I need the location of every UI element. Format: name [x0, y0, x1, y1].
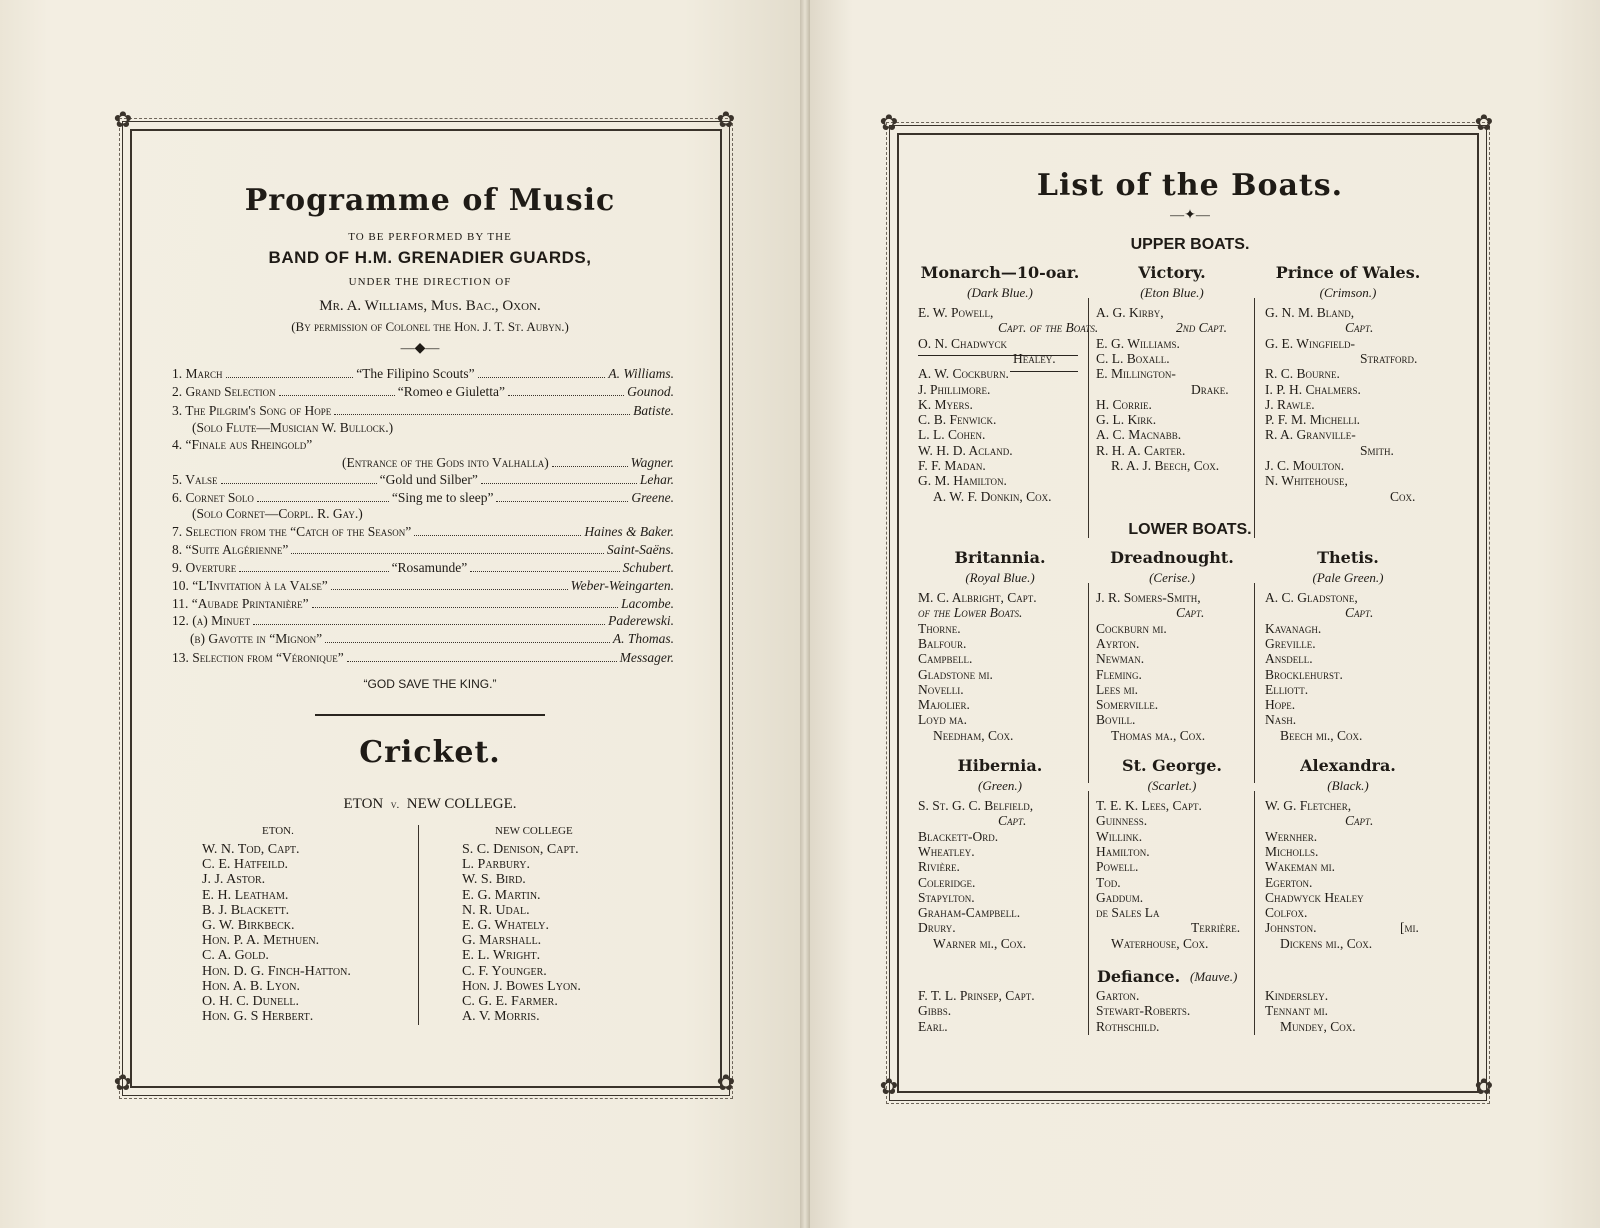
team-a: ETON [343, 796, 384, 812]
leader-dots [334, 403, 630, 415]
crew-member: Beech mi., Cox. [1280, 727, 1363, 743]
boat-colour: (Green.) [978, 778, 1022, 793]
crew-member: Tod. [1096, 874, 1121, 890]
crew-member: F. F. Madan. [918, 458, 986, 473]
nc-player: E. G. Whately. [462, 918, 550, 933]
nc-player: C. F. Younger. [462, 963, 547, 979]
crew-member: Egerton. [1265, 874, 1313, 890]
nc-player: G. Marshall. [462, 933, 542, 949]
crew-member: Mundey, Cox. [1280, 1018, 1356, 1034]
crew-member: G. M. Hamilton. [918, 473, 1007, 489]
boat-colour: (Cerise.) [1149, 570, 1195, 585]
leader-dots [552, 455, 628, 467]
nc-player: A. V. Morris. [462, 1009, 540, 1025]
music-item [172, 490, 674, 506]
crew-member: E. G. Williams. [1096, 335, 1180, 351]
crew-member: Somerville. [1096, 697, 1159, 713]
column-rule [1254, 298, 1255, 538]
column-rule [1088, 791, 1089, 991]
crew-member: S. St. G. C. Belfield, [918, 798, 1034, 813]
crew-member: Newman. [1096, 651, 1145, 667]
boat-name: Prince of Wales. [1275, 263, 1421, 282]
permission-note: (By permission of Colonel the Hon. J. T. St. Aubyn.) [291, 319, 569, 334]
crew-member: Capt. [998, 813, 1027, 829]
music-item-composer: Paderewski. [608, 613, 674, 628]
crew-member: M. C. Albright, Capt. [918, 590, 1037, 605]
eton-player: Hon. A. B. Lyon. [202, 978, 300, 994]
boat-colour: (Pale Green.) [1312, 570, 1384, 585]
crew-member: H. Corrie. [1096, 396, 1152, 412]
music-item-composer: Messager. [619, 650, 674, 665]
boat-name: Alexandra. [1300, 756, 1396, 775]
crew-member: Cox. [1390, 488, 1416, 504]
music-item [172, 437, 674, 453]
boat-name: Dreadnought. [1110, 548, 1234, 567]
crew-member: Hope. [1265, 697, 1296, 713]
music-item-composer: Wagner. [630, 455, 674, 470]
crew-member: Dickens mi., Cox. [1280, 935, 1373, 951]
crew-member: [mi. [1400, 920, 1419, 936]
crew-member: Smith. [1360, 442, 1394, 458]
crew-member: Capt. [1345, 813, 1374, 829]
boat-colour: (Scarlet.) [1147, 778, 1197, 793]
music-item [172, 366, 674, 382]
crew-member: A. W. Cockburn. [918, 366, 1009, 382]
music-item [172, 403, 674, 419]
crew-member: Capt. [1345, 320, 1374, 336]
music-item-title: 12. (a) Minuet [172, 613, 251, 628]
eton-player: B. J. Blackett. [202, 902, 290, 918]
boat-name: Defiance. [1097, 967, 1181, 986]
music-item-title: 6. Cornet Solo [172, 490, 254, 505]
column-rule [418, 825, 419, 1025]
crew-member: Willink. [1096, 828, 1143, 844]
crew-member: de Sales La [1096, 905, 1160, 921]
lower-boats-heading: LOWER BOATS. [1128, 521, 1252, 538]
music-item-title: 9. Overture [172, 560, 237, 575]
music-item-piece: “Romeo e Giuletta” [397, 384, 505, 399]
crew-member: Majolier. [918, 697, 970, 713]
music-item-composer: Weber-Weingarten. [570, 578, 674, 593]
music-item-title: 13. Selection from “Véronique” [172, 650, 344, 665]
divider-rule [315, 714, 545, 716]
crew-member: Brocklehurst. [1265, 666, 1343, 682]
crew-member: Needham, Cox. [933, 727, 1014, 743]
crew-member: Waterhouse, Cox. [1111, 935, 1209, 951]
music-item-composer: Batiste. [633, 403, 674, 418]
eton-player: C. A. Gold. [202, 948, 269, 964]
crew-member: Novelli. [918, 681, 964, 697]
match-line [175, 796, 685, 813]
corner-ornament-icon: ✿ [113, 108, 133, 133]
crew-member: J. R. Somers-Smith, [1096, 590, 1201, 605]
anthem: “GOD SAVE THE KING.” [363, 677, 497, 691]
leader-dots [257, 490, 389, 502]
music-item-piece: “The Filipino Scouts” [356, 366, 475, 381]
crew-member: Capt. [1176, 605, 1205, 621]
music-item-composer: A. Thomas. [612, 631, 674, 646]
crew-member: Stratford. [1360, 350, 1418, 366]
boat-name: Britannia. [954, 548, 1046, 567]
nc-player: L. Parbury. [462, 857, 530, 873]
music-item-title: 5. Valse [172, 472, 218, 487]
crew-member: Colfox. [1265, 905, 1308, 921]
music-item-piece: “Sing me to sleep” [391, 490, 494, 505]
leader-dots [508, 384, 624, 396]
music-item-piece: “Gold und Silber” [379, 472, 478, 487]
centre-fold [800, 0, 810, 1228]
crew-member: J. Phillimore. [918, 381, 991, 397]
leader-dots [226, 366, 354, 378]
underline-rule [1010, 371, 1078, 372]
crew-member: R. A. Granville- [1265, 427, 1356, 443]
crew-member: C. L. Boxall. [1096, 350, 1170, 366]
crew-member: O. N. Chadwyck [918, 335, 1007, 351]
music-item-title: 3. The Pilgrim's Song of Hope [172, 403, 332, 418]
music-item [172, 384, 674, 400]
crew-member: R. H. A. Carter. [1096, 442, 1186, 458]
crew-member: Loyd ma. [918, 712, 967, 728]
boat-colour: (Royal Blue.) [965, 570, 1035, 585]
crew-member: Cockburn mi. [1096, 620, 1167, 636]
nc-player: Hon. J. Bowes Lyon. [462, 978, 581, 994]
music-item-title: 10. “L'Invitation à la Valse” [172, 578, 328, 593]
crew-member: Rivière. [918, 859, 960, 875]
eton-player: O. H. C. Dunell. [202, 994, 299, 1009]
music-item-title: 1. March [172, 366, 223, 381]
crew-member: T. E. K. Lees, Capt. [1096, 798, 1202, 813]
cricket-title: Cricket. [359, 735, 501, 770]
leader-dots [325, 631, 610, 643]
crew-member: Ayrton. [1096, 635, 1140, 651]
music-item [172, 420, 674, 436]
music-item-title: (b) Gavotte in “Mignon” [190, 631, 323, 646]
direction-line: UNDER THE DIRECTION OF [348, 276, 512, 288]
crew-member: W. H. D. Acland. [918, 442, 1013, 458]
leader-dots [478, 366, 606, 378]
column-rule [1254, 987, 1255, 1035]
crew-member: A. G. Kirby, [1096, 305, 1164, 320]
leader-dots [496, 490, 628, 502]
eton-header: ETON. [262, 825, 294, 837]
crew-member: Tennant mi. [1265, 1003, 1328, 1019]
music-item-title: 8. “Suite Algérienne” [172, 542, 289, 557]
music-title: Programme of Music [244, 183, 616, 218]
music-item-composer: Schubert. [622, 560, 675, 575]
music-item-title: (Solo Cornet—Corpl. R. Gay.) [192, 506, 363, 521]
music-item [172, 524, 674, 540]
boat-colour: (Eton Blue.) [1140, 285, 1204, 300]
crew-member: Johnston. [1265, 920, 1317, 936]
crew-member: G. L. Kirk. [1096, 412, 1157, 428]
corner-ornament-icon: ✿ [879, 1075, 899, 1100]
corner-ornament-icon: ✿ [1474, 1075, 1494, 1100]
music-item [172, 542, 674, 558]
crew-member: A. C. Macnabb. [1096, 427, 1182, 443]
crew-member: C. B. Fenwick. [918, 412, 997, 428]
boat-name: Victory. [1138, 263, 1206, 282]
music-item [172, 631, 674, 647]
leader-dots [253, 613, 605, 625]
eton-player: W. N. Tod, Capt. [202, 842, 300, 857]
music-item-composer: Greene. [631, 490, 675, 505]
nc-player: W. S. Bird. [462, 872, 526, 888]
leader-dots [470, 560, 619, 572]
team-b: NEW COLLEGE. [406, 796, 517, 812]
crew-member: Hamilton. [1096, 843, 1150, 859]
nc-header: NEW COLLEGE [495, 825, 573, 837]
music-item-title: 7. Selection from the “Catch of the Season” [172, 524, 412, 539]
crew-member: Gladstone mi. [918, 666, 993, 682]
boat-colour: (Mauve.) [1190, 969, 1238, 984]
nc-player: E. G. Martin. [462, 887, 541, 903]
boat-name: Hibernia. [957, 756, 1043, 775]
crew-member: N. Whitehouse, [1265, 473, 1348, 489]
crew-member: Healey. [1013, 350, 1056, 366]
crew-member: Coleridge. [918, 874, 976, 890]
leader-dots [414, 524, 581, 536]
column-rule [1088, 987, 1089, 1035]
column-rule [1088, 583, 1089, 783]
column-rule [1254, 791, 1255, 991]
leader-dots [291, 542, 604, 554]
boat-colour: (Black.) [1327, 778, 1369, 793]
crew-member: L. L. Cohen. [918, 427, 986, 443]
crew-member: Campbell. [918, 651, 973, 667]
crew-member: Ansdell. [1265, 651, 1313, 667]
divider-ornament-icon: —✦— [1170, 208, 1210, 223]
crew-member: Drake. [1191, 381, 1229, 397]
crew-member: E. W. Powell, [918, 305, 994, 320]
crew-member: Earl. [918, 1018, 948, 1034]
crew-member: Graham-Campbell. [918, 905, 1021, 921]
music-item-title: 11. “Aubade Printanière” [172, 596, 309, 611]
boat-name: St. George. [1122, 756, 1222, 775]
crew-member: Capt. [1345, 605, 1374, 621]
crew-member: Drury. [918, 920, 956, 936]
music-item-composer: Haines & Baker. [584, 524, 674, 539]
crew-member: Chadwyck Healey [1265, 889, 1364, 905]
eton-player: E. H. Leatham. [202, 887, 289, 903]
crew-member: R. A. J. Beech, Cox. [1111, 458, 1220, 473]
crew-member: P. F. M. Michelli. [1265, 412, 1361, 428]
nc-player: N. R. Udal. [462, 902, 530, 918]
music-item [172, 613, 674, 629]
leader-dots [347, 650, 617, 662]
crew-member: Lees mi. [1096, 681, 1138, 697]
crew-member: Gaddum. [1096, 889, 1144, 905]
crew-member: Rothschild. [1096, 1018, 1160, 1034]
crew-member: I. P. H. Chalmers. [1265, 381, 1361, 397]
crew-member: J. Rawle. [1265, 396, 1315, 412]
crew-member: Kavanagh. [1265, 620, 1322, 636]
column-rule [1254, 583, 1255, 783]
crew-member: A. C. Gladstone, [1265, 590, 1358, 605]
eton-player: Hon. P. A. Methuen. [202, 933, 320, 949]
music-item [172, 506, 674, 522]
corner-ornament-icon: ✿ [113, 1071, 133, 1096]
nc-player: E. L. Wright. [462, 948, 541, 964]
crew-member: Nash. [1265, 712, 1297, 728]
crew-member: R. C. Bourne. [1265, 366, 1340, 382]
crew-member: Gibbs. [918, 1003, 952, 1019]
music-item [172, 596, 674, 612]
nc-player: S. C. Denison, Capt. [462, 842, 579, 857]
music-item-title: 2. Grand Selection [172, 384, 276, 399]
versus: v. [390, 799, 400, 811]
crew-member: Garton. [1096, 988, 1140, 1003]
music-item [172, 650, 674, 666]
music-item-piece: “Rosamunde” [391, 560, 468, 575]
leader-dots [312, 596, 618, 608]
crew-member: Kindersley. [1265, 988, 1329, 1003]
eton-player: J. J. Astor. [202, 872, 266, 888]
crew-member: Blackett-Ord. [918, 828, 999, 844]
leader-dots [279, 384, 395, 396]
crew-member: Micholls. [1265, 843, 1319, 859]
divider-ornament-icon: —◆— [400, 341, 440, 356]
crew-member: Wernher. [1265, 828, 1318, 844]
boat-colour: (Dark Blue.) [967, 285, 1033, 300]
corner-ornament-icon: ✿ [716, 108, 736, 133]
upper-boats-heading: UPPER BOATS. [1130, 236, 1250, 253]
crew-member: Powell. [1096, 859, 1139, 875]
underline-rule [918, 355, 1078, 356]
crew-member: Wheatley. [918, 843, 975, 859]
music-item-title: (Entrance of the Gods into Valhalla) [342, 455, 549, 470]
boat-name: Monarch—10-oar. [920, 263, 1080, 282]
crew-member: Stapylton. [918, 889, 975, 905]
crew-member: Balfour. [918, 635, 967, 651]
crew-member: W. G. Fletcher, [1265, 798, 1352, 813]
crew-member: Thomas ma., Cox. [1111, 727, 1206, 743]
crew-member: F. T. L. Prinsep, Capt. [918, 988, 1035, 1003]
crew-member: Capt. of the Boats. [998, 320, 1099, 336]
leader-dots [221, 472, 377, 484]
boat-colour: (Crimson.) [1319, 285, 1377, 300]
crew-member: 2nd Capt. [1176, 320, 1228, 336]
music-item [172, 560, 674, 576]
crew-member: Elliott. [1265, 681, 1309, 697]
eton-player: C. E. Hatfeild. [202, 857, 289, 873]
music-item-composer: Lehar. [639, 472, 675, 487]
boats-title: List of the Boats. [1036, 168, 1344, 203]
crew-member: Fleming. [1096, 666, 1142, 682]
crew-member: G. E. Wingfield- [1265, 335, 1355, 351]
leader-dots [239, 560, 388, 572]
crew-member: Terrière. [1191, 920, 1241, 936]
crew-member: Warner mi., Cox. [933, 935, 1027, 951]
crew-member: E. Millington- [1096, 366, 1176, 382]
music-item [172, 472, 674, 488]
music-item [172, 578, 674, 594]
eton-player: Hon. G. S Herbert. [202, 1009, 314, 1025]
music-item-title: 4. “Finale aus Rheingold” [172, 437, 313, 452]
crew-member: Stewart-Roberts. [1096, 1003, 1191, 1019]
band-name: BAND OF H.M. GRENADIER GUARDS, [268, 248, 592, 267]
crew-member: Guinness. [1096, 813, 1148, 829]
crew-member: Bovill. [1096, 712, 1136, 728]
crew-member: Wakeman mi. [1265, 859, 1335, 875]
music-item-composer: Gounod. [627, 384, 674, 399]
crew-member: J. C. Moulton. [1265, 458, 1345, 473]
music-item-composer: Lacombe. [621, 596, 674, 611]
crew-member: Greville. [1265, 635, 1316, 651]
corner-ornament-icon: ✿ [1474, 111, 1494, 136]
leader-dots [481, 472, 637, 484]
crew-member: Thorne. [918, 620, 961, 636]
crew-member: K. Myers. [918, 396, 973, 412]
music-item-composer: Saint-Saëns. [606, 542, 674, 557]
director-name: Mr. A. Williams, Mus. Bac., Oxon. [319, 298, 541, 314]
crew-member: of the Lower Boats. [918, 605, 1023, 621]
eton-player: G. W. Birkbeck. [202, 918, 295, 933]
corner-ornament-icon: ✿ [716, 1071, 736, 1096]
crew-member: G. N. M. Bland, [1265, 305, 1355, 320]
nc-player: C. G. E. Farmer. [462, 994, 558, 1009]
music-item [172, 455, 674, 471]
eton-player: Hon. D. G. Finch-Hatton. [202, 963, 351, 979]
music-subtitle: TO BE PERFORMED BY THE [348, 231, 512, 243]
crew-member: A. W. F. Donkin, Cox. [933, 488, 1052, 504]
music-item-composer: A. Williams. [608, 366, 674, 381]
leader-dots [331, 578, 568, 590]
boat-name: Thetis. [1317, 548, 1379, 567]
music-item-title: (Solo Flute—Musician W. Bullock.) [192, 420, 394, 435]
corner-ornament-icon: ✿ [879, 111, 899, 136]
